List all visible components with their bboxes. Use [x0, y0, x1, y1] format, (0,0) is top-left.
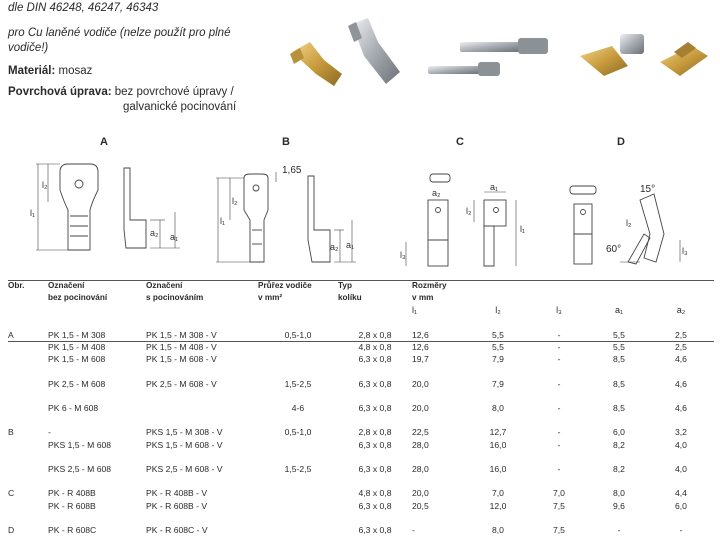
table-row [8, 329, 714, 341]
cell-prurez [258, 341, 338, 353]
header-oznaceni-s: Označení [146, 281, 183, 290]
cell-l3: - [557, 402, 561, 413]
cell-a2: 4,6 [675, 354, 687, 365]
cell-a1: 9,6 [613, 500, 625, 511]
cell-l2: 12,7 [489, 427, 507, 438]
cell-a2: 4,6 [675, 378, 687, 389]
table-row [8, 500, 714, 512]
table-header-row-1 [8, 280, 714, 292]
svg-text:a₁: a₁ [170, 232, 179, 242]
header-koliku: kolíku [338, 293, 362, 303]
cell-a2: 4,0 [675, 463, 687, 474]
cell-bez: PK 6 - M 608 [48, 402, 99, 413]
cell-prurez [258, 500, 338, 512]
cell-l2: 7,0 [492, 488, 504, 499]
cell-typ: 2,8 x 0,8 [358, 427, 392, 438]
svg-text:l₂: l₂ [626, 218, 632, 228]
drawing-label-c: C [456, 136, 464, 148]
usage-note-line2: vodiče!) [8, 42, 49, 54]
cell-l3: 7,0 [553, 488, 565, 499]
cell-a2: 4,0 [675, 439, 687, 450]
table-spacer [8, 512, 714, 524]
cell-typ: 4,8 x 0,8 [358, 342, 392, 352]
cell-a1: - [617, 524, 621, 535]
cell-l3: - [557, 342, 561, 352]
cell-l1: 28,0 [412, 463, 429, 474]
cell-a2: - [679, 524, 683, 535]
svg-text:a₂: a₂ [432, 188, 441, 198]
drawing-d [570, 186, 680, 264]
cell-obr: A [8, 329, 14, 340]
cell-a2: 3,2 [675, 427, 687, 438]
cell-a1: 5,5 [613, 342, 625, 352]
cell-s [146, 402, 258, 414]
cell-s: PKS 2,5 - M 608 - V [146, 463, 223, 474]
table-row [8, 439, 714, 451]
cell-a1: 6,0 [613, 427, 625, 438]
table-row [8, 426, 714, 438]
cell-bez: PK - R 408B [48, 488, 96, 499]
svg-text:l₃: l₃ [400, 250, 406, 260]
cell-a2: 2,5 [675, 342, 687, 352]
cell-obr: B [8, 427, 14, 438]
header-rozmery: Rozměry [412, 281, 447, 290]
header-v-mm: v mm [412, 293, 434, 303]
cell-l3: 7,5 [553, 500, 565, 511]
header-prurez: Průřez vodiče [258, 281, 312, 290]
cell-l1: 20,0 [412, 402, 429, 413]
table-row [8, 341, 714, 353]
header-s-pocinovanim: s pocinováním [146, 293, 204, 303]
angled-terminals-photo [580, 34, 708, 76]
cell-bez: PK 1,5 - M 608 [48, 354, 106, 365]
table-row [8, 378, 714, 390]
cell-l3: - [557, 329, 561, 340]
table-spacer [8, 365, 714, 377]
table-header-row-2 [8, 292, 714, 304]
cell-s: PK 1,5 - M 408 - V [146, 342, 217, 352]
angle-d-15: 15° [640, 184, 656, 195]
svg-text:l₁: l₁ [220, 216, 226, 226]
cell-obr: C [8, 488, 15, 499]
usage-note-line1: pro Cu laněné vodiče (nelze použít pro plné [8, 27, 231, 39]
surface-value-line1: bez povrchové úpravy / [114, 86, 234, 98]
header-obr: Obr. [8, 281, 25, 290]
cell-typ: 6,3 x 0,8 [358, 439, 392, 450]
din-standard-text: dle DIN 46248, 46247, 46343 [8, 2, 159, 14]
cell-l1: 19,7 [412, 354, 429, 365]
cell-a1: 8,5 [613, 354, 625, 365]
cell-bez: PK 1,5 - M 308 [48, 329, 106, 340]
material-value: mosaz [58, 65, 93, 77]
cell-l3: - [557, 427, 561, 438]
cell-l1: 20,0 [412, 378, 429, 389]
cell-l1: 20,5 [412, 500, 429, 511]
cell-bez: PK 2,5 - M 608 [48, 378, 106, 389]
header-bez-pocinovani: bez pocinování [48, 293, 108, 303]
cell-a1: 8,0 [613, 488, 625, 499]
cell-l2: 7,9 [492, 378, 504, 389]
svg-text:a₂: a₂ [150, 228, 159, 238]
dimension-b-thickness: 1,65 [282, 165, 302, 176]
cell-l1: 28,0 [412, 439, 429, 450]
drawing-label-a: A [100, 136, 108, 148]
cell-prurez: 0,5-1,0 [284, 427, 312, 438]
cell-prurez: 0,5-1,0 [284, 329, 312, 340]
header-l1: l₁ [412, 305, 418, 316]
cell-prurez [258, 353, 338, 365]
cell-l2: 8,0 [492, 524, 504, 535]
cell-prurez: 1,5-2,5 [284, 378, 312, 389]
drawing-c [406, 174, 516, 266]
cell-s: PK - R 608C - V [146, 524, 208, 535]
table-row [8, 463, 714, 475]
cell-s: PK 1,5 - M 308 - V [146, 329, 217, 340]
cell-typ: 6,3 x 0,8 [358, 402, 392, 413]
drawing-label-b: B [282, 136, 290, 148]
cell-typ: 6,3 x 0,8 [358, 463, 392, 474]
cell-a2: 4,6 [675, 402, 687, 413]
svg-text:l₂: l₂ [232, 196, 238, 206]
svg-text:l₃: l₃ [682, 246, 688, 256]
header-v-mm2: v mm² [258, 293, 283, 303]
cell-l1: - [412, 524, 415, 535]
svg-text:a₂: a₂ [330, 242, 339, 252]
table-row [8, 487, 714, 499]
drawing-a-front [36, 164, 98, 250]
cell-obr [8, 463, 48, 475]
table-spacer [8, 317, 714, 329]
cell-l1: 22,5 [412, 427, 429, 438]
cell-bez: - [48, 427, 51, 438]
cell-typ: 4,8 x 0,8 [358, 488, 392, 499]
table-header-row-3 [8, 304, 714, 316]
material-label: Materiál: [8, 65, 56, 77]
cell-prurez [258, 487, 338, 499]
svg-text:l₁: l₁ [30, 208, 36, 218]
cell-bez: PK - R 608C [48, 524, 97, 535]
cell-typ: 6,3 x 0,8 [358, 354, 392, 365]
cell-obr [8, 341, 48, 353]
cell-prurez: 4-6 [291, 402, 305, 413]
table-row [8, 353, 714, 365]
cell-s: PK - R 608B - V [146, 500, 208, 511]
cell-bez: PKS 1,5 - M 608 [48, 439, 112, 450]
technical-drawings [0, 150, 720, 276]
cell-a2: 4,4 [675, 488, 687, 499]
cell-a2: 2,5 [675, 329, 687, 340]
spec-table [8, 280, 714, 536]
cell-obr [8, 402, 48, 414]
cell-prurez [258, 524, 338, 536]
header-l3: l₃ [556, 305, 562, 316]
header-l2: l₂ [495, 305, 501, 316]
cell-typ: 6,3 x 0,8 [358, 378, 392, 389]
cell-a1: 8,2 [613, 439, 625, 450]
cell-bez: PK - R 608B [48, 500, 96, 511]
cell-l1: 12,6 [412, 329, 429, 340]
cell-s: PKS 1,5 - M 308 - V [146, 427, 223, 438]
tinned-terminal-photo [348, 18, 400, 84]
table-spacer [8, 475, 714, 487]
cell-obr [8, 353, 48, 365]
header-a1: a₁ [614, 305, 624, 316]
cell-obr [8, 439, 48, 451]
cell-l1: 12,6 [412, 342, 429, 352]
cell-l3: 7,5 [553, 524, 565, 535]
svg-text:a₁: a₁ [346, 240, 355, 250]
cell-s: PKS 1,5 - M 608 - V [146, 439, 223, 450]
cell-obr [8, 500, 48, 512]
cell-a1: 8,5 [613, 378, 625, 389]
surface-line [8, 85, 234, 100]
cell-s: PK - R 408B - V [146, 488, 208, 499]
cell-l3: - [557, 354, 561, 365]
cell-a1: 8,2 [613, 463, 625, 474]
header-oznaceni-bez: Označení [48, 281, 85, 290]
svg-text:a₁: a₁ [490, 182, 499, 192]
table-spacer [8, 390, 714, 402]
cell-s: PK 1,5 - M 608 - V [146, 354, 217, 365]
header-a2: a₂ [676, 305, 686, 316]
cell-bez: PK 1,5 - M 408 [48, 342, 106, 352]
cell-l1: 20,0 [412, 488, 429, 499]
cell-prurez [258, 439, 338, 451]
cell-s: PK 2,5 - M 608 - V [146, 378, 217, 389]
cell-typ: 2,8 x 0,8 [358, 329, 392, 340]
surface-value-line2: galvanické pocinování [123, 101, 237, 113]
cell-obr [8, 378, 48, 390]
svg-text:l₂: l₂ [466, 206, 472, 216]
cell-a1: 5,5 [613, 329, 625, 340]
cell-a1: 8,5 [613, 402, 625, 413]
cell-a2: 6,0 [675, 500, 687, 511]
surface-label: Povrchová úprava: [8, 86, 112, 98]
drawing-label-d: D [617, 136, 625, 148]
cell-typ: 6,3 x 0,8 [358, 524, 392, 535]
flag-terminal-photo [428, 38, 548, 76]
cell-obr: D [8, 524, 15, 535]
cell-l2: 8,0 [492, 402, 504, 413]
cell-l3: - [557, 439, 561, 450]
cell-prurez: 1,5-2,5 [284, 463, 312, 474]
table-body [8, 317, 714, 537]
table-row [8, 402, 714, 414]
angle-d-60: 60° [606, 244, 622, 255]
svg-text:l₂: l₂ [42, 180, 48, 190]
cell-l3: - [557, 378, 561, 389]
cell-typ: 6,3 x 0,8 [358, 500, 392, 511]
table-header-rule [8, 341, 714, 342]
cell-l2: 5,5 [492, 329, 504, 340]
cell-l2: 12,0 [489, 500, 507, 511]
product-photos [282, 12, 720, 102]
table-spacer [8, 451, 714, 463]
cell-l2: 5,5 [492, 342, 504, 352]
cell-l3: - [557, 463, 561, 474]
cell-l2: 7,9 [492, 354, 504, 365]
svg-text:l₁: l₁ [520, 224, 526, 234]
cell-l2: 16,0 [489, 463, 507, 474]
table-row [8, 524, 714, 536]
header-typ: Typ [338, 281, 352, 290]
brass-terminal-photo [290, 42, 342, 86]
cell-l2: 16,0 [489, 439, 507, 450]
material-line [8, 64, 92, 79]
cell-bez: PKS 2,5 - M 608 [48, 463, 112, 474]
table-spacer [8, 414, 714, 426]
